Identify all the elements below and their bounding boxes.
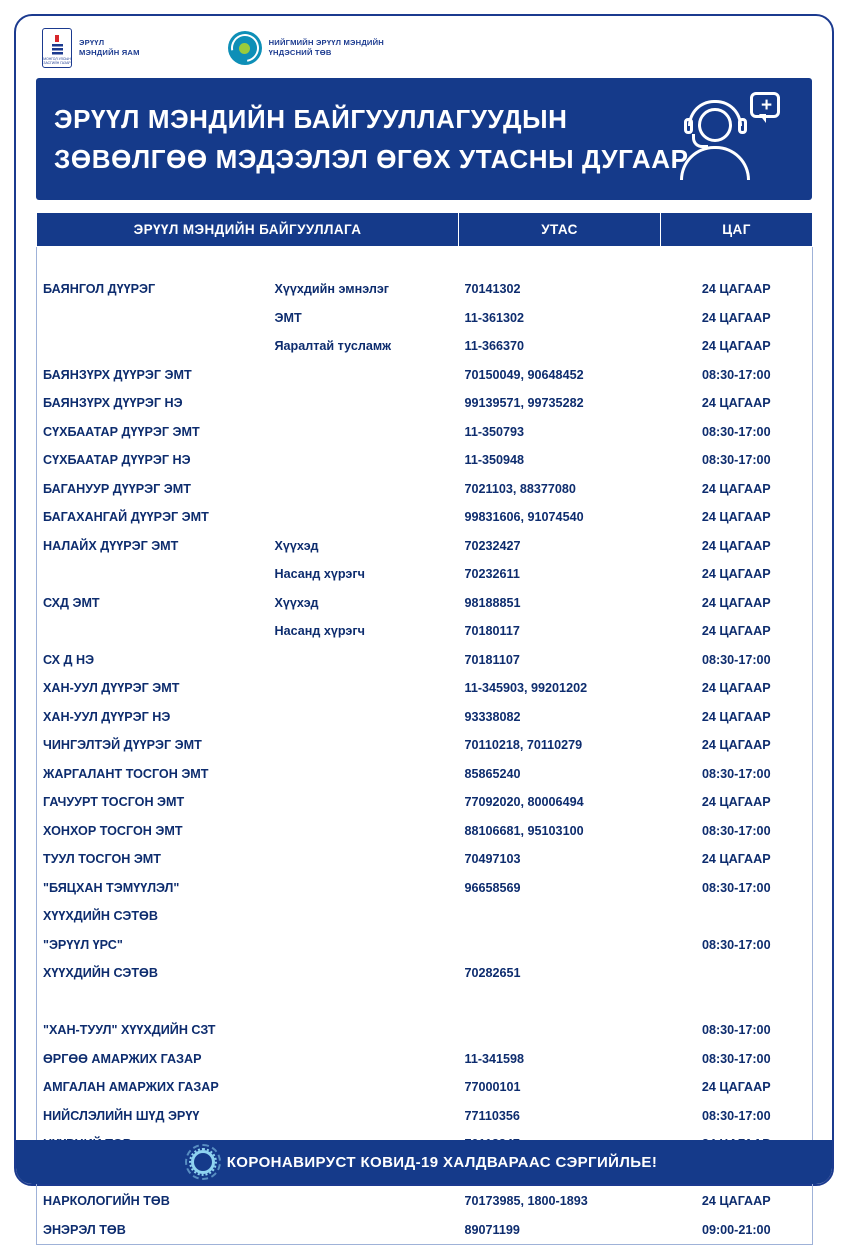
spacer-cell <box>269 247 459 276</box>
cell-organization: "БЯЦХАН ТЭМҮҮЛЭЛ" <box>43 880 180 895</box>
cell-phone: 70173985, 1800-1893 <box>464 1194 588 1209</box>
table-row <box>37 418 813 447</box>
table-row <box>37 959 813 988</box>
cell-time: 08:30-17:00 <box>701 424 771 439</box>
cell-subunit <box>269 1045 459 1074</box>
table-row <box>37 475 813 504</box>
speech-bubble-icon <box>750 92 780 118</box>
cell-phone: 96658569 <box>464 880 521 895</box>
ministry-name <box>79 38 140 59</box>
cell-organization: СҮХБААТАР ДҮҮРЭГ ЭМТ <box>43 424 200 439</box>
cell-subunit <box>269 1187 459 1216</box>
operator-body-icon <box>680 146 750 180</box>
cell-subunit <box>269 1216 459 1245</box>
table-row <box>37 589 813 618</box>
cell-phone: 70141302 <box>464 282 521 297</box>
cell-organization: ӨРГӨӨ АМАРЖИХ ГАЗАР <box>43 1051 202 1066</box>
cell-organization: БАЯНЗҮРХ ДҮҮРЭГ НЭ <box>43 396 183 411</box>
cell-organization: АМГАЛАН АМАРЖИХ ГАЗАР <box>43 1080 219 1095</box>
spacer-cell <box>661 247 813 276</box>
cell-phone: 70110218, 70110279 <box>464 738 583 753</box>
cell-time: 24 ЦАГААР <box>701 510 771 525</box>
virus-icon <box>191 1150 215 1174</box>
cell-subunit <box>269 817 459 846</box>
cell-time: 08:30-17:00 <box>701 937 771 952</box>
cell-subunit <box>269 1073 459 1102</box>
cell-subunit <box>269 731 459 760</box>
footer-text: КОРОНАВИРУСТ КОВИД-19 ХАЛДВАРААС СЭРГИЙЛЬЕ! <box>226 1153 658 1171</box>
table-row <box>37 931 813 960</box>
cell-subunit: Хүүхэд <box>274 538 319 553</box>
cell-time: 24 ЦАГААР <box>701 624 771 639</box>
cell-subunit: Яаралтай тусламж <box>274 339 392 354</box>
plus-icon: + <box>761 95 773 116</box>
cell-time: 24 ЦАГААР <box>701 282 771 297</box>
cell-organization <box>37 617 269 646</box>
cell-time: 24 ЦАГААР <box>701 481 771 496</box>
table-row <box>37 1187 813 1216</box>
table-row <box>37 1016 813 1045</box>
table-row <box>37 503 813 532</box>
table-header <box>37 213 813 247</box>
cell-organization: ХҮҮХДИЙН СЭТӨВ <box>43 966 158 981</box>
cell-organization: БАГАНУУР ДҮҮРЭГ ЭМТ <box>43 481 191 496</box>
column-header-phone: УТАС <box>459 213 661 247</box>
cell-time: 24 ЦАГААР <box>701 709 771 724</box>
cell-time: 08:30-17:00 <box>701 453 771 468</box>
cell-phone: 11-366370 <box>464 339 525 354</box>
cell-subunit <box>269 446 459 475</box>
cell-organization: НИЙСЛЭЛИЙН ШҮД ЭРҮҮ <box>43 1108 200 1123</box>
cell-subunit <box>269 988 459 1017</box>
cell-organization: БАЯНЗҮРХ ДҮҮРЭГ ЭМТ <box>43 367 192 382</box>
cell-subunit <box>269 902 459 931</box>
cell-organization: БАЯНГОЛ ДҮҮРЭГ <box>43 282 156 297</box>
cell-time: 24 ЦАГААР <box>701 339 771 354</box>
center-name-line1: НИЙГМИЙН ЭРҮҮЛ МЭНДИЙН <box>268 37 384 47</box>
table-row <box>37 674 813 703</box>
cell-subunit: ЭМТ <box>274 310 302 325</box>
table-row <box>37 731 813 760</box>
cell-time: 09:00-21:00 <box>701 1222 771 1237</box>
table-row <box>37 646 813 675</box>
cell-phone: 85865240 <box>464 766 521 781</box>
cell-organization: ХОНХОР ТОСГОН ЭМТ <box>43 823 183 838</box>
cell-subunit <box>269 503 459 532</box>
table-body <box>37 247 813 1245</box>
cell-subunit <box>269 389 459 418</box>
cell-subunit <box>269 788 459 817</box>
table-row <box>37 1216 813 1245</box>
table-row <box>37 275 813 304</box>
cell-time: 08:30-17:00 <box>701 766 771 781</box>
cell-phone: 70180117 <box>464 624 520 639</box>
cell-organization: "ЭРҮҮЛ ҮРС" <box>43 937 123 952</box>
table-row <box>37 902 813 931</box>
cell-organization <box>37 560 269 589</box>
center-name <box>269 38 384 59</box>
cell-phone: 7021103, 88377080 <box>464 481 576 496</box>
cell-subunit <box>269 674 459 703</box>
cell-subunit <box>269 760 459 789</box>
ministry-logo-block <box>42 28 140 68</box>
cell-organization: ХАН-УУЛ ДҮҮРЭГ НЭ <box>43 709 171 724</box>
cell-phone: 11-345903, 99201202 <box>464 681 588 696</box>
cell-phone: 70150049, 90648452 <box>464 367 584 382</box>
cell-subunit: Насанд хүрэгч <box>274 624 365 639</box>
table-row <box>37 788 813 817</box>
emblem-caption: МОНГОЛ УЛСЫН ЗАСГИЙН ГАЗАР <box>43 57 71 66</box>
cell-phone: 11-361302 <box>464 310 525 325</box>
cell-phone: 70232611 <box>464 567 520 582</box>
public-health-center-icon <box>228 31 262 65</box>
cell-time: 24 ЦАГААР <box>701 1080 771 1095</box>
contacts-table <box>36 212 813 1245</box>
cell-phone: 11-341598 <box>464 1051 525 1066</box>
cell-time: 24 ЦАГААР <box>701 595 771 610</box>
cell-time: 08:30-17:00 <box>701 1051 771 1066</box>
cell-subunit: Хүүхэд <box>274 595 319 610</box>
cell-time: 24 ЦАГААР <box>701 310 771 325</box>
cell-time: 24 ЦАГААР <box>701 681 771 696</box>
title-line-1: ЭРҮҮЛ МЭНДИЙН БАЙГУУЛЛАГУУДЫН <box>54 104 568 134</box>
cell-phone: 77092020, 80006494 <box>464 795 584 810</box>
ministry-name-line1: ЭРҮҮЛ <box>79 37 105 47</box>
cell-subunit <box>269 703 459 732</box>
table-row <box>37 446 813 475</box>
cell-phone: 88106681, 95103100 <box>464 823 584 838</box>
cell-subunit <box>269 931 459 960</box>
cell-organization: БАГАХАНГАЙ ДҮҮРЭГ ЭМТ <box>43 510 209 525</box>
cell-phone: 11-350948 <box>464 453 525 468</box>
ministry-name-line2: МЭНДИЙН ЯАМ <box>79 48 140 57</box>
cell-time: 24 ЦАГААР <box>701 567 771 582</box>
cell-organization: ТУУЛ ТОСГОН ЭМТ <box>43 852 161 867</box>
cell-phone: 77000101 <box>464 1080 521 1095</box>
table-row <box>37 845 813 874</box>
cell-time: 08:30-17:00 <box>701 823 771 838</box>
table-row <box>37 1045 813 1074</box>
cell-time: 08:30-17:00 <box>701 880 771 895</box>
cell-time: 24 ЦАГААР <box>701 852 771 867</box>
table-row <box>37 617 813 646</box>
footer-banner <box>16 1140 832 1184</box>
cell-organization <box>37 332 269 361</box>
spacer-cell <box>37 247 269 276</box>
cell-phone: 11-350793 <box>464 424 525 439</box>
cell-phone <box>459 931 661 960</box>
cell-phone: 70282651 <box>464 966 521 981</box>
cell-phone: 70497103 <box>464 852 521 867</box>
table-row <box>37 560 813 589</box>
table-header-row <box>37 213 813 247</box>
table-row <box>37 760 813 789</box>
contacts-table-wrapper <box>36 212 812 1245</box>
cell-organization: ХАН-УУЛ ДҮҮРЭГ ЭМТ <box>43 681 180 696</box>
cell-phone <box>459 902 661 931</box>
cell-phone: 98188851 <box>464 595 521 610</box>
cell-subunit <box>269 874 459 903</box>
cell-subunit <box>269 1102 459 1131</box>
table-row <box>37 1073 813 1102</box>
cell-time: 08:30-17:00 <box>701 1023 771 1038</box>
table-row <box>37 532 813 561</box>
cell-time: 24 ЦАГААР <box>701 795 771 810</box>
cell-phone <box>459 1016 661 1045</box>
cell-organization: ГАЧУУРТ ТОСГОН ЭМТ <box>43 795 185 810</box>
title-banner <box>36 78 812 200</box>
cell-time: 24 ЦАГААР <box>701 396 771 411</box>
table-row <box>37 361 813 390</box>
column-header-organization: ЭРҮҮЛ МЭНДИЙН БАЙГУУЛЛАГА <box>37 213 459 247</box>
cell-phone: 77110356 <box>464 1108 520 1123</box>
cell-organization: СХ Д НЭ <box>43 652 95 667</box>
headset-operator-icon <box>662 84 782 184</box>
cell-organization: СХД ЭМТ <box>43 595 100 610</box>
spacer-cell <box>459 247 661 276</box>
cell-time <box>661 902 813 931</box>
cell-subunit <box>269 361 459 390</box>
cell-subunit <box>269 845 459 874</box>
cell-subunit <box>269 418 459 447</box>
column-header-time: ЦАГ <box>661 213 813 247</box>
cell-phone: 70181107 <box>464 652 520 667</box>
title-line-2: ЗӨВӨЛГӨӨ МЭДЭЭЛЭЛ ӨГӨХ УТАСНЫ ДУГААР <box>54 144 689 174</box>
cell-phone: 70232427 <box>464 538 521 553</box>
headset-ear-left-icon <box>684 118 693 134</box>
cell-subunit: Хүүхдийн эмнэлэг <box>274 282 390 297</box>
header-logos <box>42 22 806 74</box>
state-emblem-icon <box>42 28 72 68</box>
cell-organization <box>37 988 269 1017</box>
cell-organization: СҮХБААТАР ДҮҮРЭГ НЭ <box>43 453 191 468</box>
cell-subunit <box>269 1016 459 1045</box>
cell-subunit: Насанд хүрэгч <box>274 567 365 582</box>
cell-organization: "ХАН-ТУУЛ" ХҮҮХДИЙН СЗТ <box>43 1023 216 1038</box>
cell-phone: 89071199 <box>464 1222 520 1237</box>
cell-organization: ЭНЭРЭЛ ТӨВ <box>43 1222 126 1237</box>
cell-phone <box>459 988 661 1017</box>
table-spacer-row <box>37 247 813 276</box>
cell-organization: ЖАРГАЛАНТ ТОСГОН ЭМТ <box>43 766 209 781</box>
cell-organization: ЧИНГЭЛТЭЙ ДҮҮРЭГ ЭМТ <box>43 738 202 753</box>
table-row <box>37 389 813 418</box>
cell-organization: НАЛАЙХ ДҮҮРЭГ ЭМТ <box>43 538 179 553</box>
center-name-line2: ҮНДЭСНИЙ ТӨВ <box>268 48 332 57</box>
cell-organization: ХҮҮХДИЙН СЭТӨВ <box>43 909 158 924</box>
cell-time: 24 ЦАГААР <box>701 738 771 753</box>
table-row <box>37 874 813 903</box>
table-row <box>37 332 813 361</box>
headset-ear-right-icon <box>738 118 747 134</box>
table-row <box>37 1102 813 1131</box>
cell-organization: НАРКОЛОГИЙН ТӨВ <box>43 1194 170 1209</box>
table-row <box>37 304 813 333</box>
table-row <box>37 988 813 1017</box>
cell-phone: 93338082 <box>464 709 521 724</box>
cell-time: 24 ЦАГААР <box>701 538 771 553</box>
cell-phone: 99139571, 99735282 <box>464 396 584 411</box>
cell-time <box>661 959 813 988</box>
cell-time: 08:30-17:00 <box>701 367 771 382</box>
nchd-logo-block <box>228 31 384 65</box>
cell-time: 24 ЦАГААР <box>701 1194 771 1209</box>
cell-time <box>661 988 813 1017</box>
cell-subunit <box>269 959 459 988</box>
cell-subunit <box>269 475 459 504</box>
table-row <box>37 817 813 846</box>
table-row <box>37 703 813 732</box>
cell-subunit <box>269 646 459 675</box>
cell-phone: 99831606, 91074540 <box>464 510 584 525</box>
cell-time: 08:30-17:00 <box>701 652 771 667</box>
cell-organization <box>37 304 269 333</box>
cell-time: 08:30-17:00 <box>701 1108 771 1123</box>
